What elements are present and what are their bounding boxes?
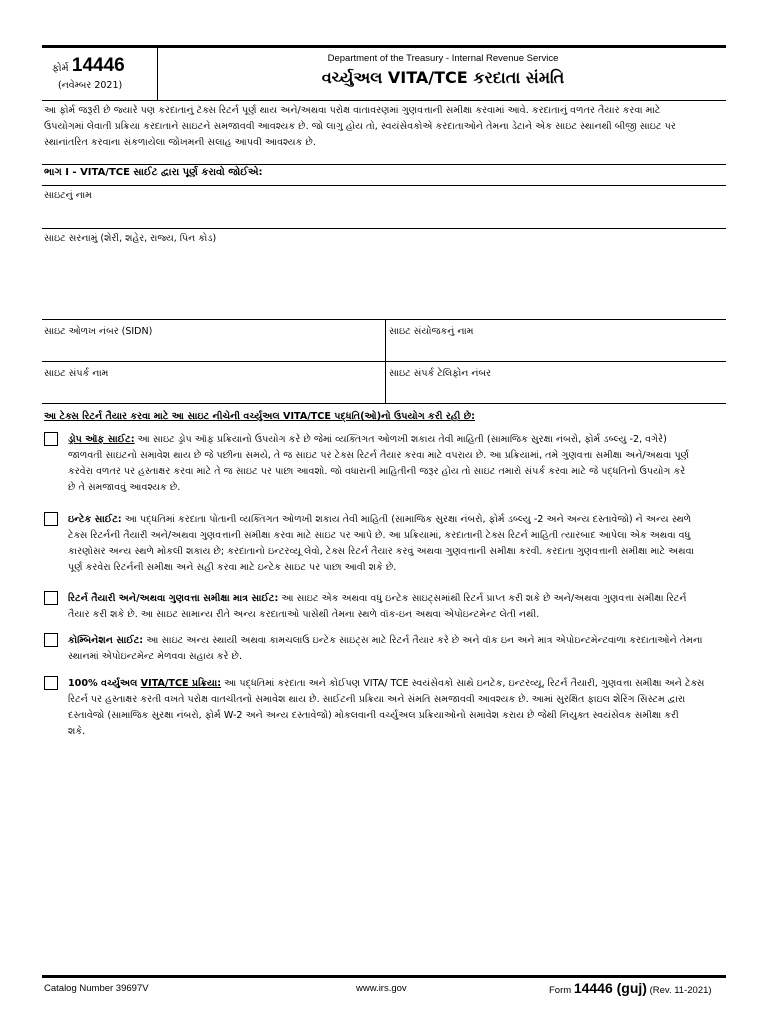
checkbox-return-prep[interactable] — [44, 591, 58, 605]
form-footer-rev: (Rev. 11-2021) — [649, 985, 712, 996]
form-footer-id — [549, 980, 712, 996]
option-combination — [68, 633, 728, 665]
option-title: રિટર્ન તૈયારી અને/અથવા ગુણવત્તા સમીક્ષા માત્ર સાઈટ: — [68, 593, 279, 604]
coordinator-field[interactable] — [386, 320, 726, 361]
contact-name-label: સાઇટ સંપર્ક નામ — [44, 368, 109, 379]
form-number: 14446 — [71, 55, 125, 76]
option-title: VITA/TCE પ્રક્રિયા: — [140, 678, 222, 689]
option-line: ટેક્સ રિટર્નની તૈયારી અને/અથવા ગુણવત્તાની સમીક્ષા કરવા માટે સાઇટ પર આપે છે. આ પ્રક્રિયામાં, કરદાતાની ટેક્સ રિટર્ન માહિતી ત્યારબાદ આપેલા એક અથવા વધુ — [68, 530, 691, 541]
form-footer-number: 14446 (guj) — [573, 980, 647, 996]
form-label: ફોર્મ — [52, 63, 69, 74]
contact-rule — [42, 403, 726, 404]
site-name-field[interactable] — [42, 186, 726, 228]
page-title: વર્ચ્યુઅલ VITA/TCE કરદાતા સંમતિ — [321, 68, 565, 87]
option-intake — [68, 512, 728, 576]
methods-heading: આ ટેક્સ રિટર્ન તૈયાર કરવા માટે આ સાઇટ નીચેની વર્ચ્યુઅલ VITA/TCE પદ્ધતિ(ઓ)નો ઉપયોગ કરી રહી છે: — [44, 411, 475, 422]
contact-phone-field[interactable] — [386, 362, 726, 403]
irs-website: www.irs.gov — [356, 983, 407, 994]
option-line: રિટર્ન પર હસ્તાક્ષર કરતી વખતે પરોક્ષ વાતચીતનો સમાવેશ થાય છે. સાઈટની પ્રક્રિયા અને સંમતિ સમજાવવી આવશ્યક છે. આમાં સુરક્ષિત ફાઇલ શેરિંગ સિસ્ટમ દ્વારા — [68, 694, 686, 705]
coordinator-label: સાઇટ સંયોજકનું નામ — [389, 326, 474, 337]
option-drop-off — [68, 432, 728, 496]
top-rule — [42, 45, 726, 48]
option-line: આ સાઇટ અન્ય સ્થાયી અથવા કામચલાઉ ઇન્ટેક સાઇટ્સ માટે રિટર્ન તૈયાર કરે છે અને વૉક ઇન અને માત્ર એપોઇન્ટમેન્ટવાળા કરદાતાઓને તેમના — [146, 635, 703, 646]
option-line: જાળવતી સાઇટનો સમાવેશ થાય છે જે પછીના સમયે, તે જ સાઇટ પર ટેક્સ રિટર્ન તૈયાર કરવા માટે વપરાય છે. આ પ્રક્રિયામાં, તમે ગુણવત્તા સમીક્ષા અને/અથવા પૂર્ણ — [68, 450, 690, 461]
site-name-label: સાઇટનું નામ — [44, 190, 92, 201]
option-line: સ્થાનમાં એપોઇન્ટમેન્ટ મેળવવા સહાય કરે છે. — [68, 651, 243, 662]
part1-top-rule — [42, 164, 726, 165]
department-line: Department of the Treasury - Internal Revenue Service — [327, 53, 559, 64]
option-line: આ સાઇટ એક અથવા વધુ ઇન્ટેક સાઇટ્સમાંથી રિટર્ન પ્રાપ્ત કરી શકે છે અને/અથવા ગુણવત્તા સમીક્ષા રિટર્ન — [281, 593, 687, 604]
checkbox-fully-virtual[interactable] — [44, 676, 58, 690]
intro-line: ઉપયોગમાં લેવાતી પ્રક્રિયા કરદાતાને સાઇટને સમજાવવી આવશ્યક છે. જો લાગુ હોય તો, સ્વયંસેવકોએ કરદાતાઓને તેમના ડેટાને એક સાઇટ સ્થાનથી બીજી સાઇટ પર — [44, 121, 676, 132]
checkbox-drop-off[interactable] — [44, 432, 58, 446]
contact-name-field[interactable] — [42, 362, 384, 403]
part1-heading: ભાગ I - VITA/TCE સાઈટ દ્વારા પૂર્ણ કરાવો જોઈએ: — [44, 167, 263, 178]
form-date: (નવેમ્બર 2021) — [58, 80, 123, 91]
contact-phone-label: સાઇટ સંપર્ક ટેલિફોન નંબર — [389, 368, 491, 379]
option-return-prep — [68, 591, 728, 623]
option-line: આ પદ્ધતિમાં કરદાતા અને કોઈપણ VITA/ TCE સ્વયંસેવકો સાથે ઇનટેક, ઇન્ટરવ્યૂ, રિટર્ન તૈયારી, ગુણવત્તા સમીક્ષા અને ટેક્સ — [224, 678, 705, 689]
option-line: પૂર્ણ કરવેરા રિટર્નની સમીક્ષા અને સહી કરવા માટે ઇન્ટેક સાઇટ પર પાછા આવી શકે છે. — [68, 562, 397, 573]
site-address-label: સાઇટ સરનામું (શેરી, શહેર, રાજ્ય, પિન કોડ) — [44, 233, 217, 244]
option-fully-virtual — [68, 676, 728, 740]
option-title: ઇન્ટેક સાઈટ: — [68, 514, 122, 525]
option-title-prefix: 100% વર્ચ્યુઅલ — [68, 678, 141, 689]
sidn-label: સાઇટ ઓળખ નંબર (SIDN) — [44, 326, 153, 337]
sidn-field[interactable] — [42, 320, 384, 361]
header-divider — [157, 48, 158, 100]
option-title: ડ્રોપ ઑફ સાઈટ: — [68, 434, 135, 445]
option-line: આ સાઇટ ડ્રોપ ઑફ પ્રક્રિયાનો ઉપયોગ કરે છે જેમાં વ્યક્તિગત ઓળખી શકાય તેવી માહિતી (સામાજિક સુરક્ષા નંબરો, ફોર્મ ડબ્લ્યુ -2, વગેરે) — [137, 434, 667, 445]
option-title: કોમ્બિનેશન સાઈટ: — [68, 635, 144, 646]
intro-line: આ ફોર્મ જરૂરી છે જ્યારે પણ કરદાતાનું ટૅક્સ રિટર્ન પૂર્ણ થાય અને/અથવા પરોક્ષ વાતાવરણમાં ગુણવત્તાની સમીક્ષા કરવામાં આવે. કરદાતાનું વળતર તૈયાર કરવા માટે — [44, 105, 661, 116]
intro-paragraph — [44, 103, 734, 151]
catalog-number: Catalog Number 39697V — [44, 983, 149, 994]
option-line: કારણોસર અન્ય સ્થળે મોકલી શકાય છે; કરદાતાનો ઇન્ટરવ્યૂ લેવો, ટેક્સ રિટર્ન તૈયાર કરવું અથવા ગુણવત્તાની સમીક્ષા કરવી. કરદાતા ગુણવત્તાની સમીક્ષા માટે અથવા — [68, 546, 694, 557]
form-footer-prefix: Form — [549, 985, 572, 996]
option-line: શકે. — [68, 726, 86, 737]
checkbox-intake[interactable] — [44, 512, 58, 526]
option-line: કરવેરા વળતર પર હસ્તાક્ષર કરવા માટે તે જ સાઇટ પર પાછા આવશો. જો વધારાની માહિતીની જરૂર હોય તો સાઇટ તમારો સંપર્ક કરવા માટે જે પદ્ધતિનો ઉપયોગ કરે — [68, 466, 686, 477]
option-line: તૈયાર કરી શકે છે. આ સાઇટ સામાન્ય રીતે અન્ય કરદાતાઓ પાસેથી તેમના સ્થળે વૉક-ઇન અથવા એપોઇન્ટમેન્ટ લેતી નથી. — [68, 609, 540, 620]
checkbox-combination[interactable] — [44, 633, 58, 647]
form-id-block — [52, 55, 125, 77]
header-bottom-rule — [42, 100, 726, 101]
intro-line: સ્થાનાંતરિત કરવાના સંકળાયેલા જોખમની સલાહ આપવી આવશ્યક છે. — [44, 137, 316, 148]
footer-rule — [42, 975, 726, 978]
option-line: દસ્તાવેજો (સામાજિક સુરક્ષા નંબરો, ફોર્મ W-2 અને અન્ય દસ્તાવેજો) મોકલવાની વર્ચ્યુઅલ પ્રક્રિયાઓનો સમાવેશ કરાય છે જેથી નિયુક્ત સ્વયંસેવક સમીક્ષા કરી — [68, 710, 679, 721]
option-line: આ પદ્ધતિમાં કરદાતા પોતાની વ્યક્તિગત ઓળખી શકાય તેવી માહિતી (સામાજિક સુરક્ષા નંબરો, ફોર્મ ડબ્લ્યુ -2 અને અન્ય દસ્તાવેજો) ને અન્ય સ્થળે — [124, 514, 692, 525]
option-line: છે તે સમજાવવું આવશ્યક છે. — [68, 482, 181, 493]
site-address-field[interactable] — [42, 229, 726, 319]
